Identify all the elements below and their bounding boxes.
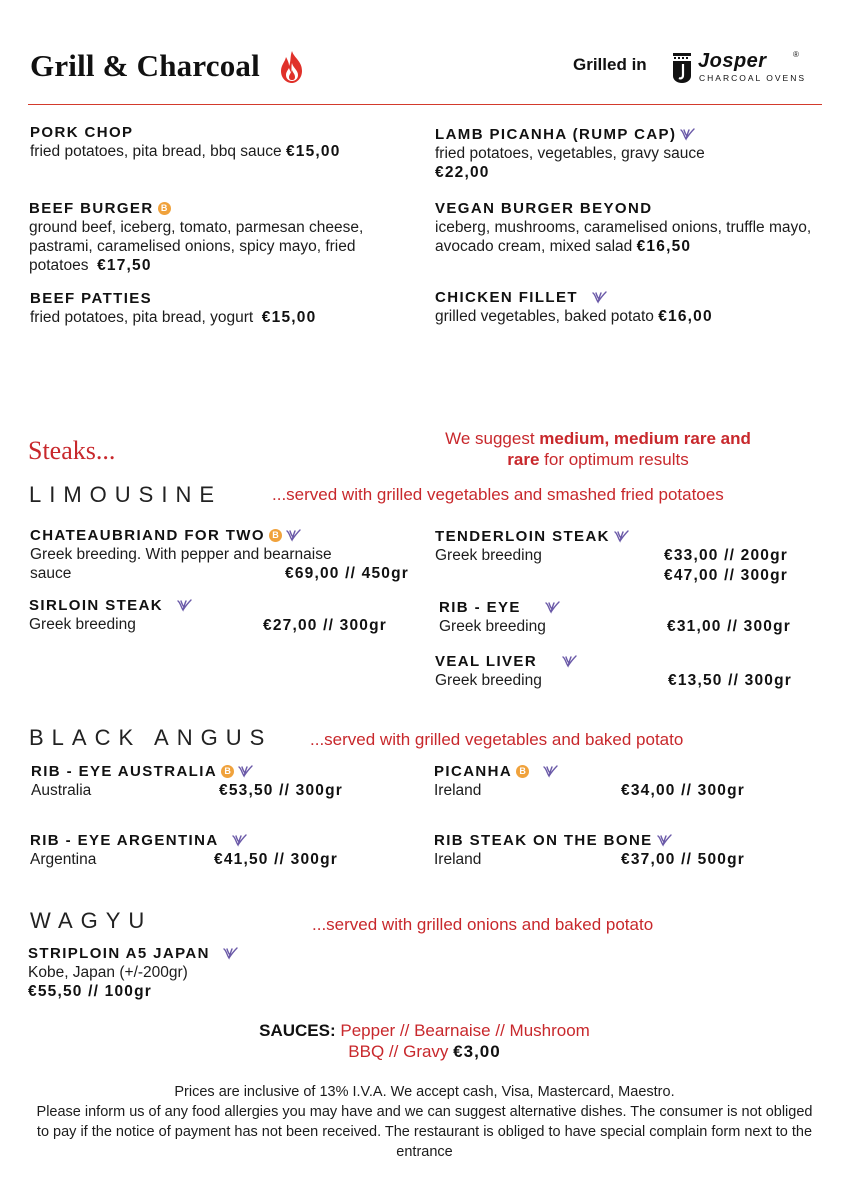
item-name: CHICKEN FILLET bbox=[435, 289, 578, 306]
item-desc: Greek breeding bbox=[29, 616, 136, 633]
menu-item-beef-patties bbox=[30, 289, 410, 327]
signature-mark-icon bbox=[232, 834, 247, 847]
item-desc: grilled vegetables, baked potato bbox=[435, 308, 654, 325]
item-price: €15,00 bbox=[261, 309, 317, 326]
item-price: €16,00 bbox=[658, 308, 713, 325]
signature-mark-icon bbox=[592, 291, 607, 304]
item-price: €41,50 // 300gr bbox=[214, 851, 338, 868]
suggest-bold-2: rare bbox=[507, 450, 540, 469]
item-price: €31,00 // 300gr bbox=[667, 618, 791, 635]
signature-mark-icon bbox=[177, 599, 192, 612]
item-desc: Australia bbox=[31, 782, 92, 799]
burger-badge-icon: B bbox=[221, 765, 234, 778]
menu-item-chicken-fillet bbox=[435, 288, 825, 326]
item-price: €13,50 // 300gr bbox=[668, 672, 792, 689]
item-desc: Kobe, Japan (+/-200gr) bbox=[28, 964, 188, 981]
item-price: €22,00 bbox=[435, 164, 490, 181]
item-name: PICANHA bbox=[434, 763, 513, 780]
item-name: VEGAN BURGER BEYOND bbox=[435, 200, 653, 217]
item-name: CHATEAUBRIAND FOR TWO bbox=[30, 527, 265, 544]
item-desc: ground beef, iceberg, tomato, parmesan cheese, pastrami, caramelised onions, spicy mayo, fried potatoes bbox=[29, 219, 364, 274]
item-price: €47,00 // 300gr bbox=[664, 567, 788, 584]
item-desc: iceberg, mushrooms, caramelised onions, truffle mayo, avocado cream, mixed salad bbox=[435, 219, 812, 255]
item-price: €15,00 bbox=[285, 143, 341, 160]
item-name: PORK CHOP bbox=[30, 124, 134, 141]
section-title-wagyu: WAGYU bbox=[30, 908, 153, 933]
item-name: BEEF BURGER bbox=[29, 200, 154, 217]
flame-icon bbox=[276, 50, 308, 84]
item-name: RIB - EYE bbox=[439, 599, 521, 616]
item-price: €53,50 // 300gr bbox=[219, 782, 343, 799]
suggest-pre: We suggest bbox=[445, 429, 540, 448]
menu-item-chateaubriand bbox=[30, 526, 415, 583]
burger-badge-icon: B bbox=[269, 529, 282, 542]
signature-mark-icon bbox=[562, 655, 577, 668]
item-price: €33,00 // 200gr bbox=[664, 547, 788, 564]
item-price: €55,50 // 100gr bbox=[28, 983, 152, 1000]
josper-brand-name: Josper bbox=[698, 50, 767, 72]
item-desc: fried potatoes, vegetables, gravy sauce bbox=[435, 145, 705, 162]
section-title-black-angus: BLACK ANGUS bbox=[29, 725, 273, 750]
item-desc: fried potatoes, pita bread, yogurt bbox=[30, 309, 254, 326]
signature-mark-icon bbox=[238, 765, 253, 778]
sauces-line-1: Pepper // Bearnaise // Mushroom bbox=[335, 1021, 590, 1040]
item-desc: Argentina bbox=[30, 851, 97, 868]
burger-badge-icon: B bbox=[516, 765, 529, 778]
sauces-line-2: BBQ // Gravy bbox=[348, 1042, 454, 1061]
section-title-limousine: LIMOUSINE bbox=[29, 482, 223, 507]
limousine-served-with: ...served with grilled vegetables and smashed fried potatoes bbox=[272, 485, 724, 504]
grilled-in-label: Grilled in bbox=[573, 55, 647, 74]
item-price: €16,50 bbox=[636, 238, 692, 255]
footer-line-1: Prices are inclusive of 13% I.V.A. We accept cash, Visa, Mastercard, Maestro. bbox=[174, 1084, 675, 1100]
signature-mark-icon bbox=[545, 601, 560, 614]
steaks-suggestion bbox=[388, 428, 808, 470]
signature-mark-icon bbox=[286, 529, 301, 542]
item-name: VEAL LIVER bbox=[435, 653, 538, 670]
sauces-block bbox=[0, 1020, 849, 1062]
josper-registered-mark: ® bbox=[793, 50, 799, 59]
menu-item-pork-chop bbox=[30, 123, 410, 161]
item-price: €37,00 // 500gr bbox=[621, 851, 745, 868]
steaks-heading: Steaks... bbox=[28, 436, 116, 465]
josper-subtitle: CHARCOAL OVENS bbox=[699, 73, 807, 83]
item-desc: Greek breeding. With pepper and bearnaise bbox=[30, 546, 332, 563]
item-name: BEEF PATTIES bbox=[30, 290, 153, 307]
black-angus-served-with: ...served with grilled vegetables and baked potato bbox=[310, 730, 684, 749]
wagyu-served-with: ...served with grilled onions and baked potato bbox=[312, 915, 654, 934]
item-desc: Greek breeding bbox=[439, 618, 546, 635]
item-desc: Greek breeding bbox=[435, 547, 542, 564]
suggest-bold-1: medium, medium rare and bbox=[539, 429, 751, 448]
item-desc: Greek breeding bbox=[435, 672, 542, 689]
burger-badge-icon: B bbox=[158, 202, 171, 215]
signature-mark-icon bbox=[223, 947, 238, 960]
item-name: STRIPLOIN A5 JAPAN bbox=[28, 945, 210, 962]
josper-logo-icon bbox=[671, 52, 693, 84]
signature-mark-icon bbox=[680, 128, 695, 141]
menu-item-beef-burger bbox=[29, 199, 409, 275]
item-name: RIB - EYE ARGENTINA bbox=[30, 832, 219, 849]
item-name: LAMB PICANHA (RUMP CAP) bbox=[435, 126, 677, 143]
sauces-label: SAUCES: bbox=[259, 1021, 336, 1040]
signature-mark-icon bbox=[614, 530, 629, 543]
signature-mark-icon bbox=[543, 765, 558, 778]
menu-item-vegan-burger bbox=[435, 199, 825, 256]
sauces-price: €3,00 bbox=[453, 1042, 501, 1061]
item-desc: fried potatoes, pita bread, bbq sauce bbox=[30, 143, 282, 160]
signature-mark-icon bbox=[657, 834, 672, 847]
item-price: €34,00 // 300gr bbox=[621, 782, 745, 799]
footer-notice bbox=[30, 1082, 819, 1162]
item-desc: Ireland bbox=[434, 782, 482, 799]
suggest-post: for optimum results bbox=[539, 450, 689, 469]
menu-item-striploin-a5 bbox=[28, 944, 408, 1001]
item-name: SIRLOIN STEAK bbox=[29, 597, 164, 614]
item-name: TENDERLOIN STEAK bbox=[435, 528, 610, 545]
item-price: €17,50 bbox=[97, 257, 152, 274]
footer-line-2: Please inform us of any food allergies you may have and we can suggest alternative dishes. The consumer is not obliged to pay if the notice of payment has not been received. The restaurant is obliged to have special complain form next to the entrance bbox=[36, 1104, 813, 1160]
item-desc-cont: sauce bbox=[30, 565, 72, 582]
page-title: Grill & Charcoal bbox=[30, 48, 260, 83]
item-price: €27,00 // 300gr bbox=[263, 617, 387, 634]
item-name: RIB STEAK ON THE BONE bbox=[434, 832, 653, 849]
menu-item-lamb-picanha bbox=[435, 125, 825, 182]
header-divider bbox=[28, 104, 822, 105]
item-price: €69,00 // 450gr bbox=[285, 565, 409, 582]
item-name: RIB - EYE AUSTRALIA bbox=[31, 763, 218, 780]
item-desc: Ireland bbox=[434, 851, 482, 868]
